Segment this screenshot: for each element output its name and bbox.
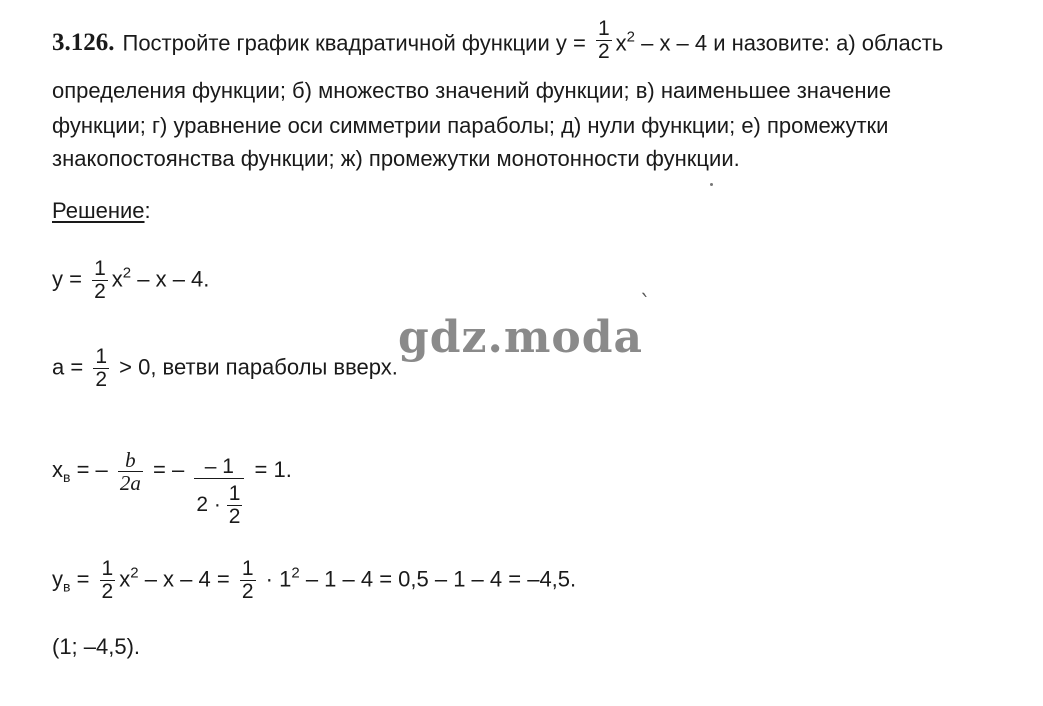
fraction-half: $\frac{1}{2}$ [95,345,108,391]
problem-line-1: 3.126. Постройте график квадратичной функции y = $\frac{1}{2}$ $x^2$ – x – 4 и назовите: а) область [52,17,944,63]
problem-text-a: Постройте график квадратичной функции y = [122,30,586,56]
vertex-point: (1; –4,5). [52,634,141,659]
equation-vertex-x: $x_в$ = – $\frac{b}{2a}$ = – – 1 2 · $\frac{1}{2}$ = 1. [52,447,292,528]
problem-line-2: определения функции; б) множество значений функции; в) наименьшее значение [52,78,892,103]
watermark-accent: ` [640,292,651,317]
fraction-half: $\frac{1}{2}$ [597,17,610,63]
fraction-half: $\frac{1}{2}$ [241,557,254,603]
problem-line-4: знакопостоянства функции; ж) промежутки монотонности функции. [52,146,740,171]
equation-coefficient: a = $\frac{1}{2}$ > 0, ветви параболы вверх. [52,345,398,391]
equation-vertex-y: $y_в$ = $\frac{1}{2}$ $x^2$ – x – 4 = $\frac{1}{2}$ · $1^2 - 1 - 4 = 0,5 - 1 - 4 = -4,5$. [52,557,577,603]
problem-line-3: функции; г) уравнение оси симметрии параболы; д) нули функции; е) промежутки [52,113,889,138]
fraction-b-over-2a: $\frac{b}{2a}$ [119,447,141,495]
fraction-inner-half: $\frac{1}{2}$ [228,482,241,528]
fraction-nested: – 1 2 · $\frac{1}{2}$ [194,456,244,528]
watermark-logo: gdz.moda [398,312,644,363]
fraction-half: $\frac{1}{2}$ [94,257,106,303]
equation-function: y = $\frac{1}{2}$ $x^2$ – x – 4. [52,257,210,303]
problem-text-c: – x – 4 и назовите: а) область [641,30,944,56]
fraction-half: $\frac{1}{2}$ [101,557,114,603]
problem-number: 3.126. [52,29,115,57]
speck [710,183,713,186]
solution-heading: Решение: [52,198,151,223]
